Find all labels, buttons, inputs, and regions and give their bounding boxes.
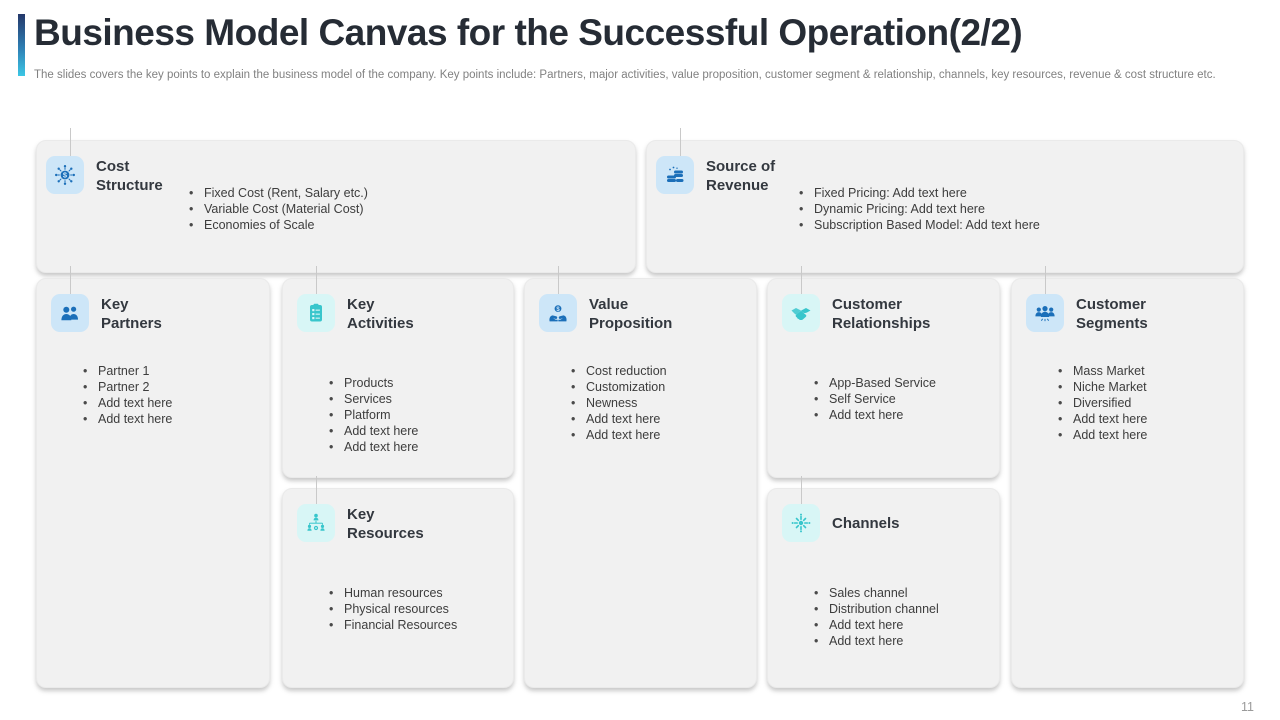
bullet-item: • Add text here (81, 411, 172, 427)
bullet-item: • Physical resources (327, 601, 457, 617)
bullet-list (797, 185, 1040, 233)
org-chart-people-icon (297, 504, 335, 542)
bullet-item: • Mass Market (1056, 363, 1147, 379)
bullet-item: • Human resources (327, 585, 457, 601)
card-customer-relationships (767, 278, 1000, 478)
bullet-item: • Add text here (812, 407, 936, 423)
bullet-item: • Add text here (569, 427, 667, 443)
card-source-of-revenue (646, 140, 1244, 273)
bullet-item: • Niche Market (1056, 379, 1147, 395)
bullet-item: • Add text here (327, 439, 418, 455)
bullet-list (812, 375, 936, 423)
bullet-item: • Products (327, 375, 418, 391)
card-title: Value Proposition (589, 296, 673, 333)
bullet-item: • Diversified (1056, 395, 1147, 411)
card-cost-structure (36, 140, 636, 273)
bullet-item: • Variable Cost (Material Cost) (187, 201, 368, 217)
card-key-activities (282, 278, 514, 478)
bullet-list (187, 185, 368, 233)
card-title: Source of Revenue (706, 158, 776, 195)
card-title: Customer Segments (1076, 296, 1148, 333)
bullet-item: • Self Service (812, 391, 936, 407)
bullet-item: • Add text here (812, 633, 939, 649)
bullet-item: • Add text here (1056, 411, 1147, 427)
bullet-item: • Sales channel (812, 585, 939, 601)
bullet-list (569, 363, 667, 443)
hands-holding-coin-icon (539, 294, 577, 332)
bullet-item: • Add text here (327, 423, 418, 439)
bullet-item: • Fixed Cost (Rent, Salary etc.) (187, 185, 368, 201)
bullet-item: • Distribution channel (812, 601, 939, 617)
bullet-item: • Dynamic Pricing: Add text here (797, 201, 1040, 217)
card-title: Customer Relationships (832, 296, 931, 333)
bullet-item: • Partner 1 (81, 363, 172, 379)
card-title: Key Activities (347, 296, 414, 333)
two-people-icon (51, 294, 89, 332)
bullet-item: • Add text here (569, 411, 667, 427)
card-key-resources (282, 488, 514, 688)
card-title: Channels (832, 515, 900, 532)
page-number: 11 (1241, 700, 1254, 714)
title-accent-bar (18, 14, 25, 76)
card-value-proposition (524, 278, 757, 688)
svg-text:$: $ (62, 170, 68, 180)
bullet-item: • App-Based Service (812, 375, 936, 391)
card-title: Key Resources (347, 506, 424, 543)
bullet-item: • Subscription Based Model: Add text here (797, 217, 1040, 233)
bullet-list (1056, 363, 1147, 443)
dollar-network-icon (46, 156, 84, 194)
bullet-item: • Cost reduction (569, 363, 667, 379)
bullet-item: • Add text here (812, 617, 939, 633)
hub-starburst-icon (782, 504, 820, 542)
bullet-item: • Partner 2 (81, 379, 172, 395)
bullet-item: • Services (327, 391, 418, 407)
bullet-item: • Customization (569, 379, 667, 395)
coin-stack-icon (656, 156, 694, 194)
bullet-list (327, 585, 457, 633)
page-subtitle: The slides covers the key points to explain the business model of the company. Key points include: Partners, major activities, value proposition, customer segment & relationship, channels, key resources, revenue & cost structure etc. (34, 69, 1216, 81)
bullet-list (327, 375, 418, 455)
card-key-partners (36, 278, 270, 688)
handshake-icon (782, 294, 820, 332)
people-group-icon (1026, 294, 1064, 332)
clipboard-checklist-icon (297, 294, 335, 332)
bullet-item: • Fixed Pricing: Add text here (797, 185, 1040, 201)
bullet-item: • Financial Resources (327, 617, 457, 633)
bullet-item: • Platform (327, 407, 418, 423)
card-channels (767, 488, 1000, 688)
bullet-list (812, 585, 939, 649)
card-title: Cost Structure (96, 158, 163, 195)
bullet-list (81, 363, 172, 427)
bullet-item: • Economies of Scale (187, 217, 368, 233)
page-title: Business Model Canvas for the Successful Operation(2/2) (34, 12, 1023, 53)
card-customer-segments (1011, 278, 1244, 688)
bullet-item: • Newness (569, 395, 667, 411)
svg-text:$: $ (556, 306, 560, 313)
bullet-item: • Add text here (81, 395, 172, 411)
bullet-item: • Add text here (1056, 427, 1147, 443)
card-title: Key Partners (101, 296, 162, 333)
